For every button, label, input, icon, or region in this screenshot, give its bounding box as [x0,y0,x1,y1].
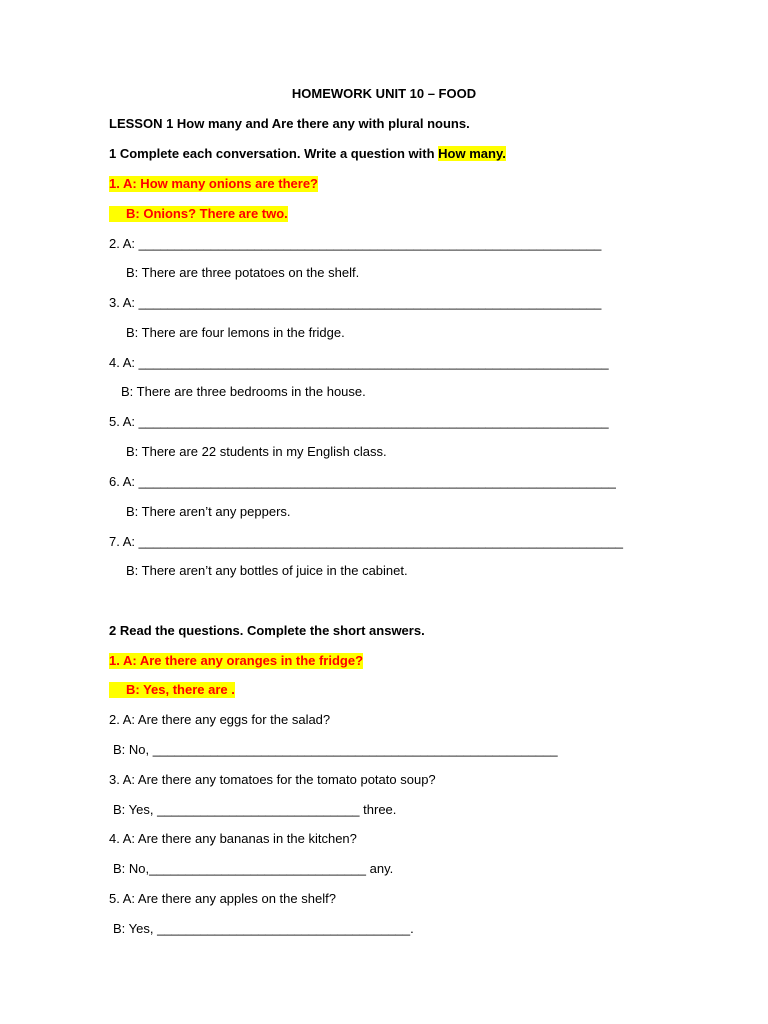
section1-instruction-highlight: How many. [438,146,506,161]
section1-question-7[interactable]: 7. A: ___________________________________________________________________ [109,534,624,549]
section1-question-3[interactable]: 3. A: ________________________________________________________________ [109,295,602,310]
section1-question-5[interactable]: 5. A: _________________________________________________________________ [109,414,609,429]
section1-question-2[interactable]: 2. A: ________________________________________________________________ [109,236,602,251]
section1-answer-7: B: There aren’t any bottles of juice in the cabinet. [126,563,408,578]
section1-instruction [109,146,506,162]
section1-example-question: 1. A: How many onions are there? [109,176,319,191]
section2-example-answer: B: Yes, there are . [109,682,235,698]
section1-instruction-text: 1 Complete each conversation. Write a question with [109,146,439,161]
lesson-heading: LESSON 1 How many and Are there any with plural nouns. [109,116,470,131]
section2-answer-5[interactable]: B: Yes, ___________________________________. [113,921,414,936]
section2-question-5: 5. A: Are there any apples on the shelf? [109,891,336,906]
section2-answer-4[interactable]: B: No,______________________________ any. [113,861,394,876]
section2-example-question: 1. A: Are there any oranges in the fridge? [109,653,364,668]
section2-answer-3[interactable]: B: Yes, ____________________________ three. [113,802,397,817]
section2-question-2: 2. A: Are there any eggs for the salad? [109,712,331,727]
section1-question-4[interactable]: 4. A: _________________________________________________________________ [109,355,609,370]
section1-example-answer: B: Onions? There are two. [109,206,288,222]
section1-question-6[interactable]: 6. A: __________________________________________________________________ [109,474,616,489]
section2-question-3: 3. A: Are there any tomatoes for the tomato potato soup? [109,772,436,787]
section1-answer-3: B: There are four lemons in the fridge. [126,325,345,340]
page-title: HOMEWORK UNIT 10 – FOOD [291,86,477,101]
section2-instruction: 2 Read the questions. Complete the short answers. [109,623,425,638]
section2-question-4: 4. A: Are there any bananas in the kitchen? [109,831,357,846]
section1-answer-2: B: There are three potatoes on the shelf. [126,265,360,280]
section1-answer-6: B: There aren’t any peppers. [126,504,291,519]
section1-answer-5: B: There are 22 students in my English class. [126,444,387,459]
section1-answer-4: B: There are three bedrooms in the house. [121,384,366,399]
section2-answer-2[interactable]: B: No, ________________________________________________________ [113,742,558,757]
